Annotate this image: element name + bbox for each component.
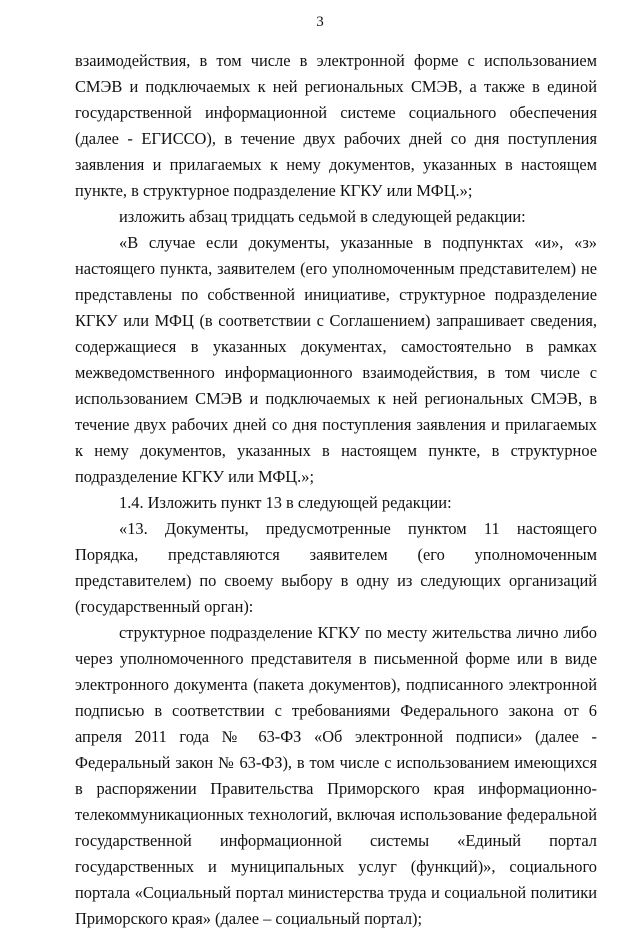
- paragraph-amendment-instruction: изложить абзац тридцать седьмой в следующей редакции:: [119, 207, 526, 226]
- paragraph-item-13: «13. Документы, предусмотренные пунктом 11 настоящего Порядка, представляются заявителем (его уполномоченным представителем) по своему выбору в одну из следующих организаций (государственный орган):: [75, 519, 597, 616]
- paragraph-continuation: взаимодействия, в том числе в электронной форме с использованием СМЭВ и подключаемых к ней региональных СМЭВ, а также в единой государственной информационной системе социального обеспечения (далее - ЕГИССО), в течение двух рабочих дней со дня поступления заявления и прилагаемых к нему документов, указанных в настоящем пункте, в структурное подразделение КГКУ или МФЦ.»;: [75, 51, 597, 200]
- paragraph-item-1-4: 1.4. Изложить пункт 13 в следующей редакции:: [119, 493, 452, 512]
- page-number: 3: [316, 14, 324, 30]
- paragraph-submission-channel: структурное подразделение КГКУ по месту жительства лично либо через уполномоченного представителя в письменной форме или в виде электронного документа (пакета документов), подписанного электронной подписью в соответствии с требованиями Федерального закона от 6 апреля 2011 года № 63-ФЗ «Об электронной подписи» (далее - Федеральный закон № 63-ФЗ), в том числе с использованием имеющихся в распоряжении Правительства Приморского края информационно-телекоммуникационных технологий, включая использование федеральной государственной информационной системы «Единый портал государственных и муниципальных услуг (функций)», социального портала «Социальный портал министерства труда и социальной политики Приморского края» (далее – социальный портал);: [75, 623, 597, 928]
- document-body: [75, 48, 597, 932]
- paragraph-amendment-text: «В случае если документы, указанные в подпунктах «и», «з» настоящего пункта, заявителем (его уполномоченным представителем) не представлены по собственной инициативе, структурное подразделение КГКУ или МФЦ (в соответствии с Соглашением) запрашивает сведения, содержащиеся в указанных документах, самостоятельно в рамках межведомственного информационного взаимодействия, в том числе с использованием СМЭВ и подключаемых к ней региональных СМЭВ, в течение двух рабочих дней со дня поступления заявления и прилагаемых к нему документов, указанных в настоящем пункте, в структурное подразделение КГКУ или МФЦ.»;: [75, 233, 597, 486]
